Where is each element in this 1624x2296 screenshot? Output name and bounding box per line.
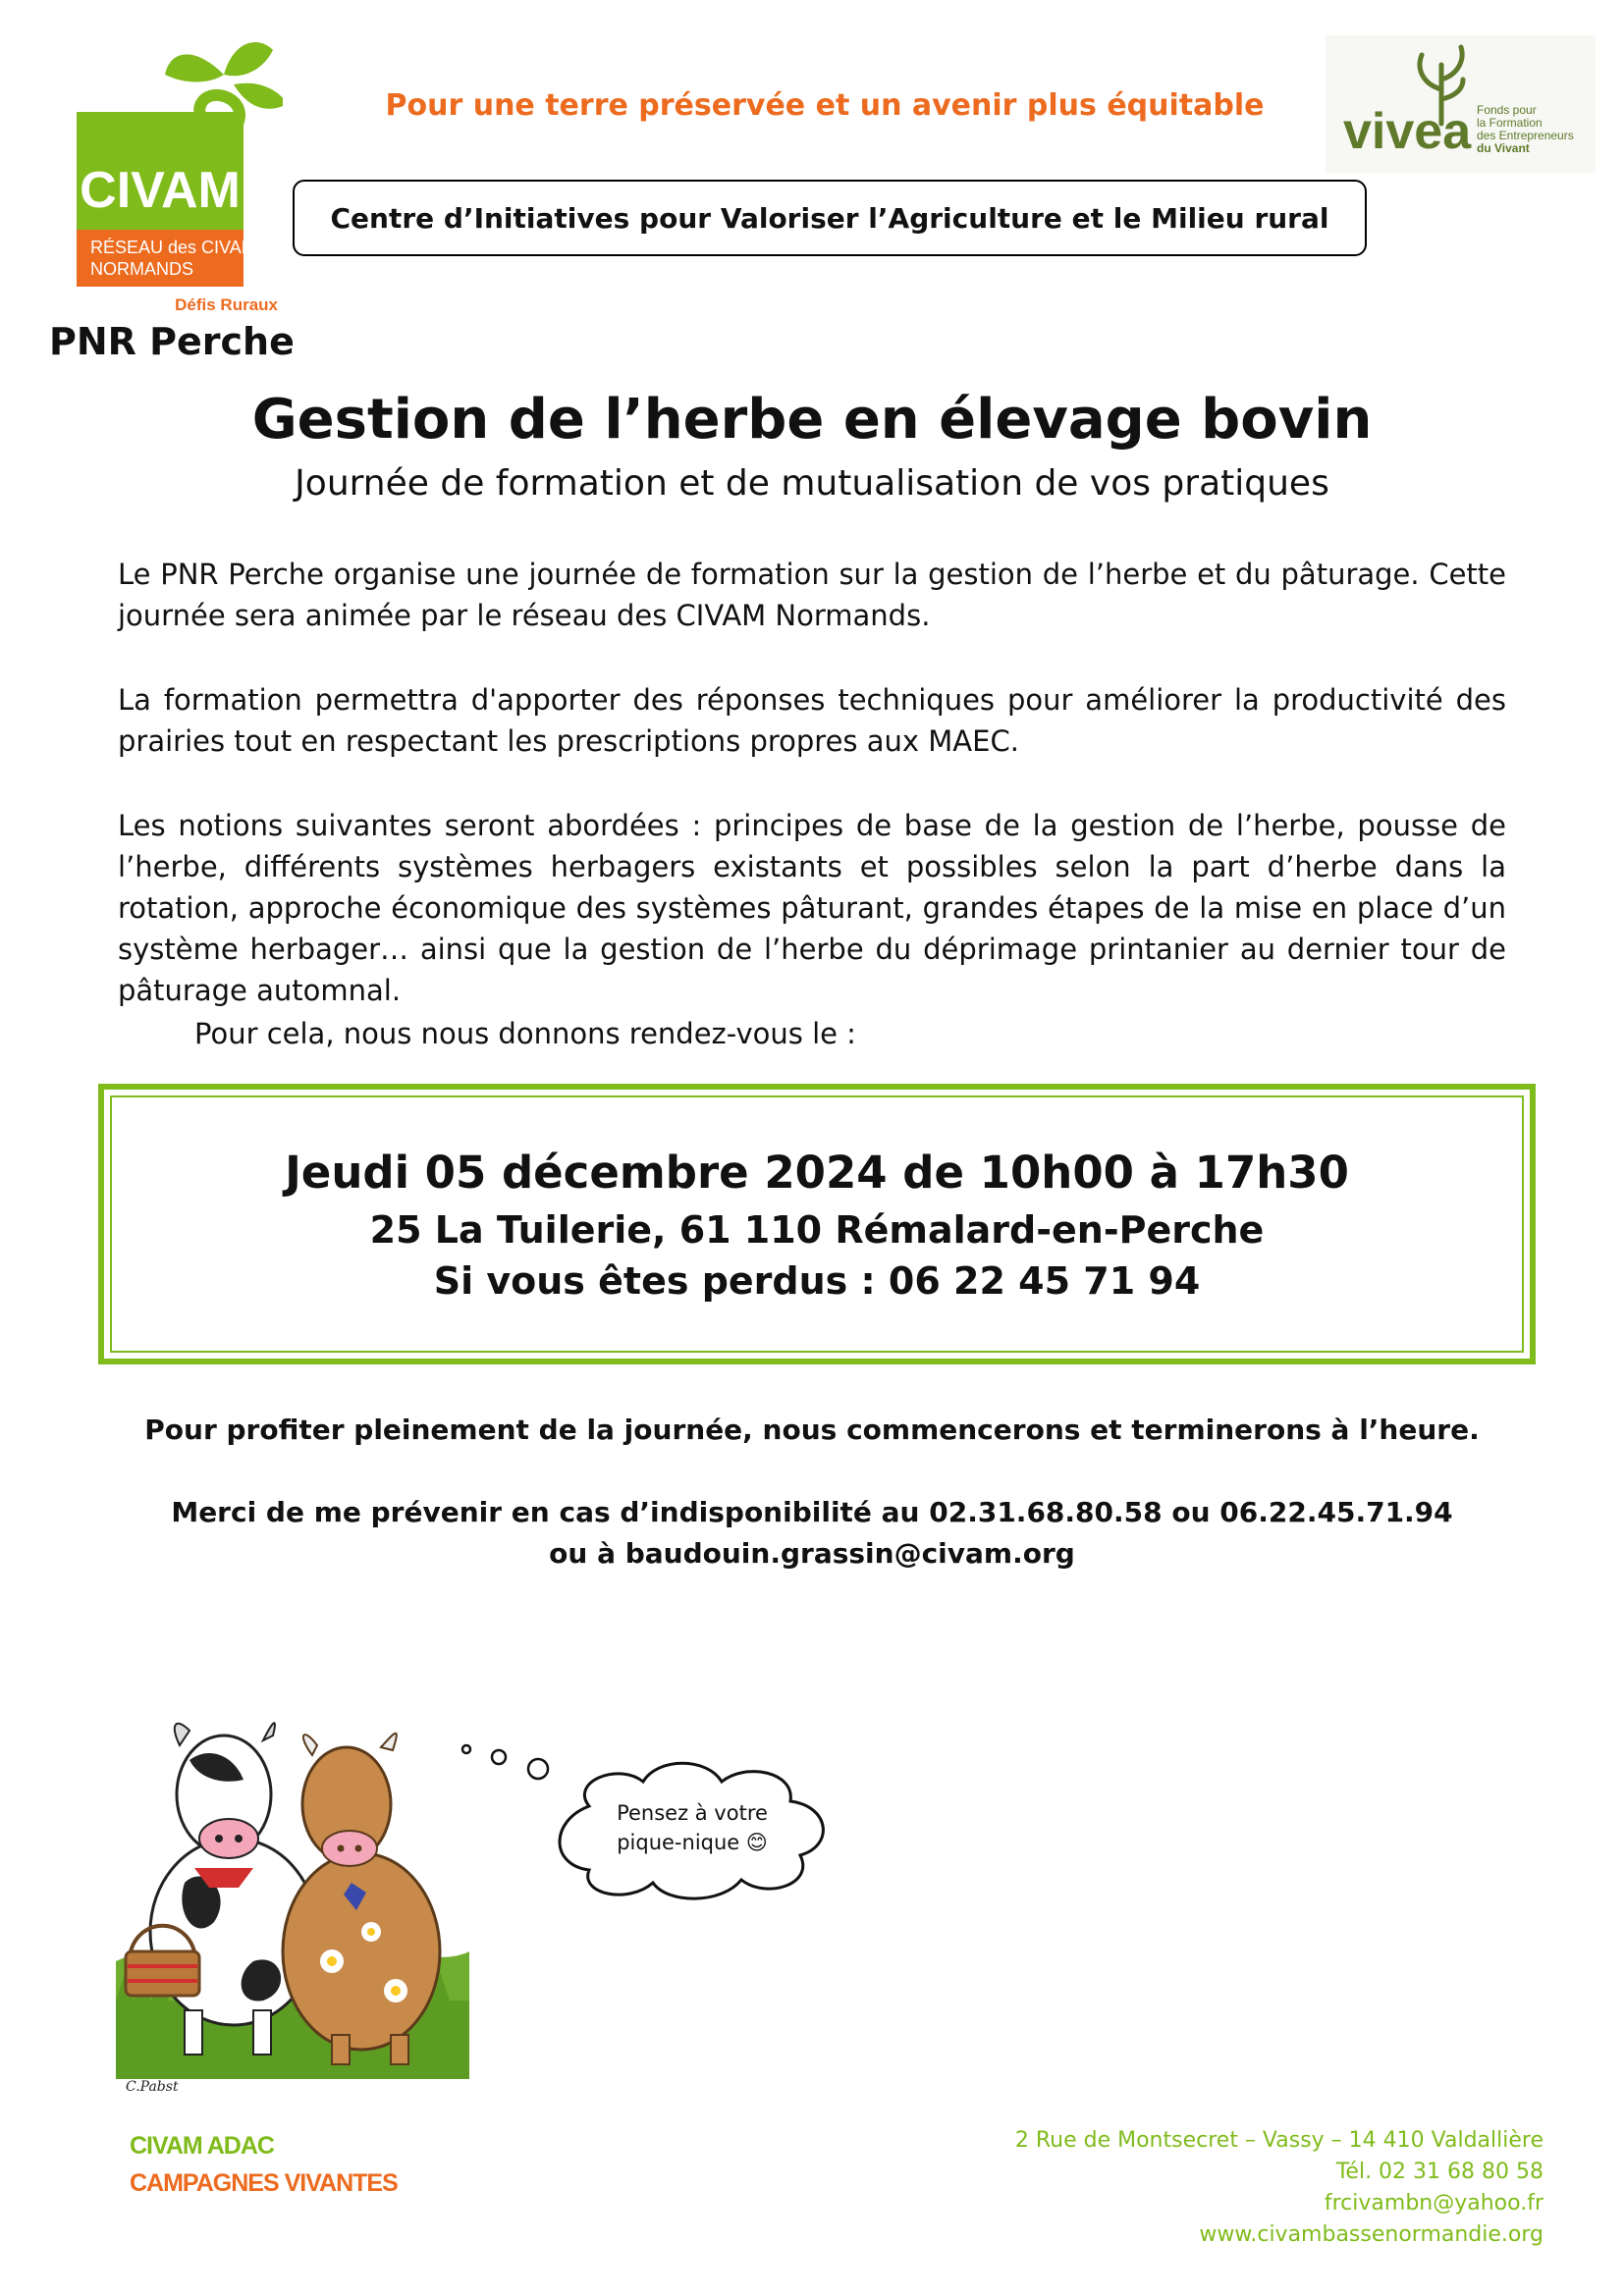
contact-note-line1: Merci de me prévenir en cas d’indisponibilité au 02.31.68.80.58 ou 06.22.45.71.94: [171, 1496, 1453, 1528]
civam-logo: [77, 35, 283, 320]
event-details-inner: [110, 1095, 1524, 1353]
contact-note-line2: ou à baudouin.grassin@civam.org: [549, 1537, 1075, 1570]
topics-paragraph: Les notions suivantes seront abordées : principes de base de la gestion de l’herbe, pousse de l’herbe, différents systèmes herbagers existants et possibles selon la part d’herbe dans la rotation, approche économique des systèmes pâturant, grandes étapes de la mise en place d’un système herbager… ainsi que la gestion de l’herbe du déprimage printanier au dernier tour de pâturage automnal.: [118, 809, 1506, 1007]
civam-network-line1: RÉSEAU des CIVAM: [90, 238, 256, 257]
footer-website[interactable]: www.civambassenormandie.org: [1199, 2222, 1543, 2247]
vivea-caption-line: des Entrepreneurs: [1477, 129, 1574, 142]
appointment-intro: Pour cela, nous nous donnons rendez-vous le :: [194, 1017, 856, 1050]
pnr-label: PNR Perche: [49, 320, 295, 363]
intro-paragraph: Le PNR Perche organise une journée de formation sur la gestion de l’herbe et du pâturage. Cette journée sera animée par le réseau des CIVAM Normands.: [118, 558, 1506, 632]
vivea-logo: [1326, 35, 1596, 173]
civam-network-line2: NORMANDS: [90, 259, 194, 279]
event-details-box: [98, 1084, 1536, 1364]
event-address: 25 La Tuilerie, 61 110 Rémalard-en-Perche: [369, 1207, 1265, 1252]
footer-email[interactable]: frcivambn@yahoo.fr: [1324, 2191, 1543, 2216]
document-subtitle: Journée de formation et de mutualisation de vos pratiques: [295, 463, 1329, 504]
event-date: Jeudi 05 décembre 2024 de 10h00 à 17h30: [285, 1146, 1349, 1199]
thought-bubble-line: Pensez à votre: [617, 1801, 768, 1825]
civam-slogan: Défis Ruraux: [175, 295, 278, 314]
punctuality-note: Pour profiter pleinement de la journée, nous commencerons et terminerons à l’heure.: [144, 1414, 1480, 1446]
event-phone: Si vous êtes perdus : 06 22 45 71 94: [433, 1258, 1201, 1303]
document-title: Gestion de l’herbe en élevage bovin: [251, 388, 1373, 452]
footer-org-campagnes-vivantes: CAMPAGNES VIVANTES: [130, 2169, 398, 2197]
organization-full-name-box: [293, 180, 1367, 256]
objective-paragraph: La formation permettra d'apporter des réponses techniques pour améliorer la productivité des prairies tout en respectant les prescriptions propres aux MAEC.: [118, 683, 1506, 758]
leaf-icon: [224, 42, 273, 76]
thought-bubble-line: pique-nique 😊: [617, 1831, 768, 1854]
thought-bubble-text: [569, 1798, 815, 1857]
tagline: Pour une terre préservée et un avenir plus équitable: [385, 88, 1265, 123]
vivea-caption-line: Fonds pour: [1477, 103, 1537, 117]
footer-address: 2 Rue de Montsecret – Vassy – 14 410 Valdallière: [1014, 2128, 1543, 2153]
organization-full-name: Centre d’Initiatives pour Valoriser l’Agriculture et le Milieu rural: [330, 201, 1329, 235]
vivea-caption-line: la Formation: [1477, 116, 1543, 130]
footer-phone: Tél. 02 31 68 80 58: [1335, 2160, 1543, 2184]
vivea-caption-line: du Vivant: [1477, 141, 1530, 155]
civam-logo-text: CIVAM: [80, 162, 241, 219]
illustration-signature: C.Pabst: [126, 2079, 179, 2095]
cows-illustration: [116, 1686, 469, 2095]
footer-org-civam-adac: CIVAM ADAC: [130, 2132, 274, 2160]
vivea-logo-text: vivea: [1343, 103, 1472, 160]
leaf-icon: [165, 54, 224, 81]
